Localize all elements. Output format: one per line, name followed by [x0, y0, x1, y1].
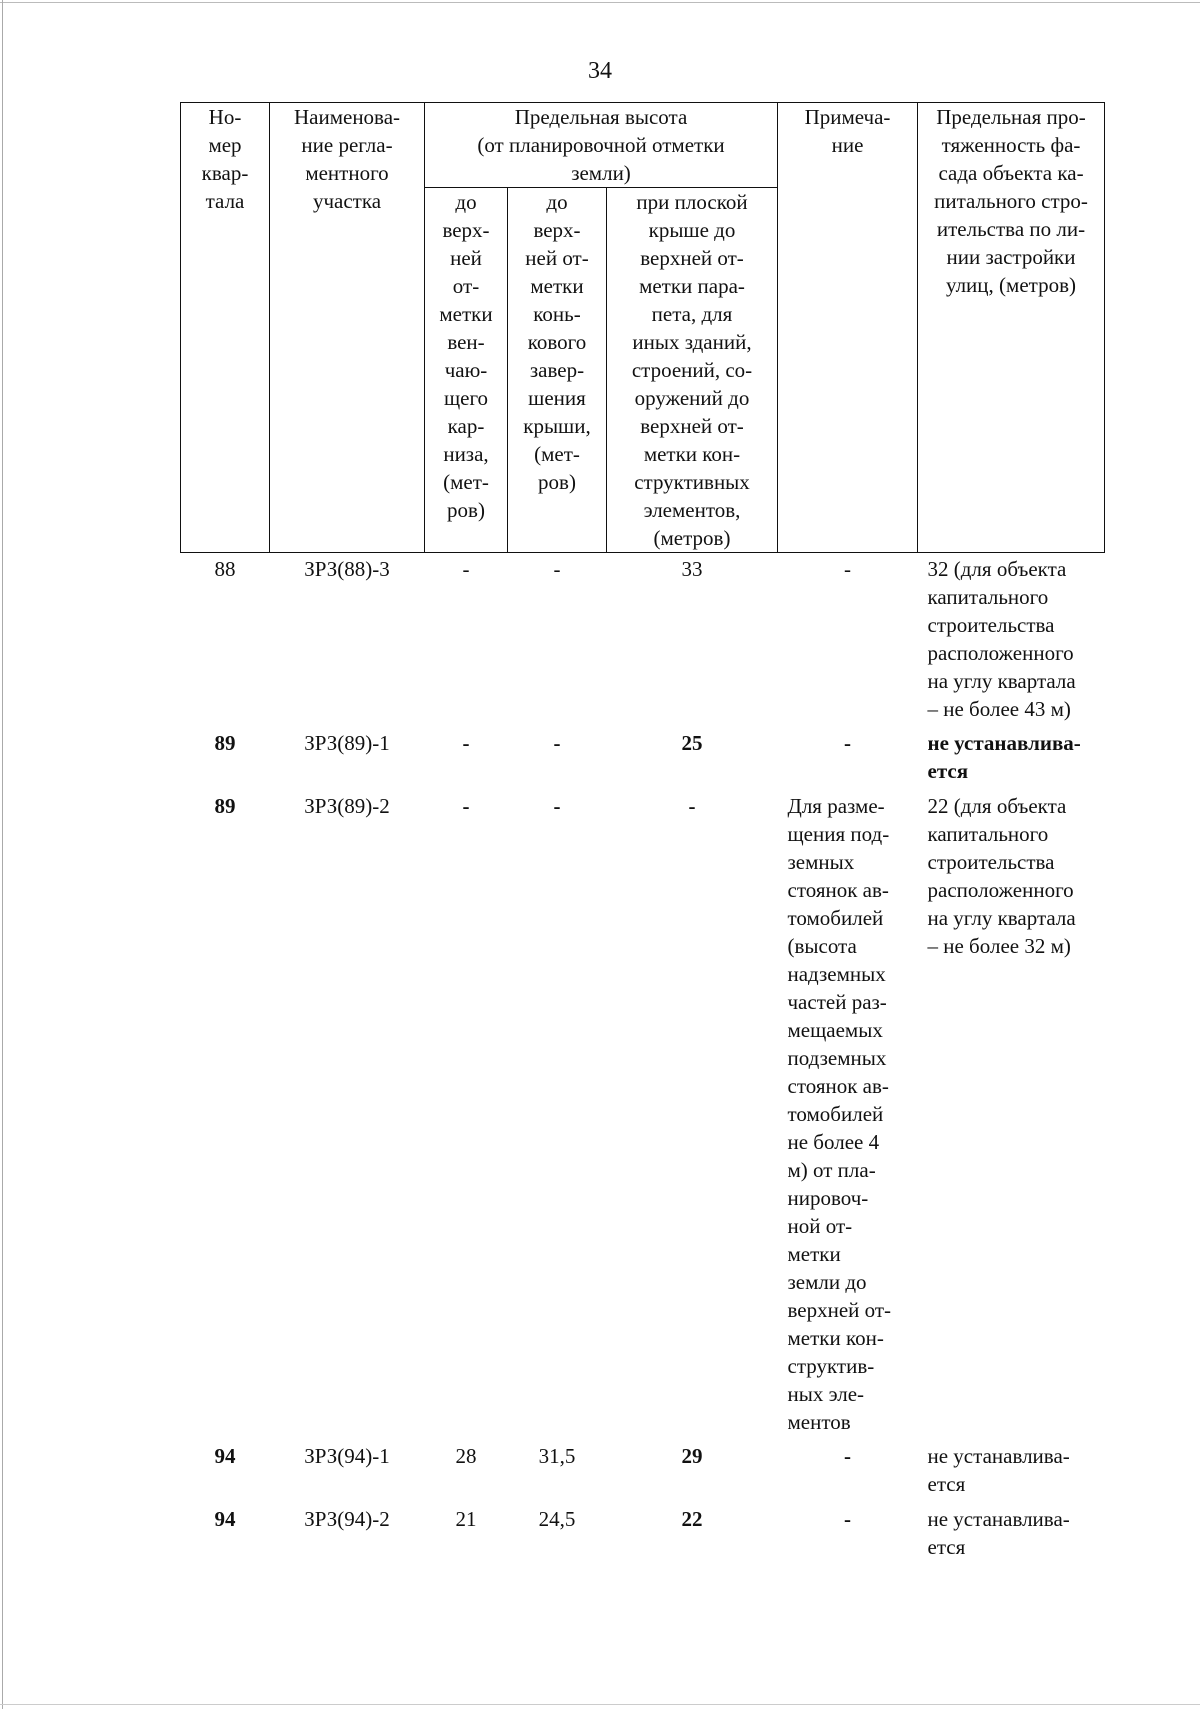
- scan-artifact-bottom: [0, 1704, 1200, 1705]
- cell-height-cornice: -: [462, 794, 470, 818]
- table-row: [181, 729, 1105, 792]
- cell-plot: ЗРЗ(94)-2: [304, 1507, 390, 1531]
- cell-facade: 32 (для объекта капитального строительства расположенного на углу квартала – не более 43 м): [927, 557, 1076, 721]
- cell-facade: не устанавлива- ется: [927, 1507, 1070, 1559]
- header-note: Примеча- ние: [778, 103, 918, 553]
- cell-height-ridge: 24,5: [538, 1507, 576, 1531]
- cell-height-parapet: 22: [681, 1507, 703, 1531]
- table-row: [181, 553, 1105, 730]
- table-row: [181, 1505, 1105, 1568]
- cell-block: 89: [214, 794, 236, 818]
- cell-note: -: [844, 557, 851, 581]
- regulations-table: [180, 102, 1105, 1568]
- cell-height-parapet: 33: [681, 557, 703, 581]
- cell-height-cornice: 21: [455, 1507, 477, 1531]
- table-header: [181, 103, 1105, 553]
- cell-facade: не устанавлива- ется: [927, 1444, 1070, 1496]
- table-body: [181, 553, 1105, 1569]
- cell-plot: ЗРЗ(88)-3: [304, 557, 390, 581]
- cell-plot: ЗРЗ(94)-1: [304, 1444, 390, 1468]
- cell-block: 89: [214, 731, 236, 755]
- cell-plot: ЗРЗ(89)-1: [304, 731, 390, 755]
- cell-height-ridge: -: [553, 731, 561, 755]
- cell-height-cornice: 28: [455, 1444, 477, 1468]
- cell-block: 94: [214, 1507, 236, 1531]
- cell-height-cornice: -: [462, 731, 470, 755]
- header-height-cornice: до верх- ней от- метки вен- чаю- щего кар- низа, (мет- ров): [425, 188, 508, 553]
- header-block-number: Но- мер квар- тала: [181, 103, 270, 553]
- table-row: [181, 1442, 1105, 1505]
- cell-note: -: [844, 1444, 851, 1468]
- cell-block: 94: [214, 1444, 236, 1468]
- cell-note: -: [844, 1507, 851, 1531]
- header-height-ridge: до верх- ней от- метки конь- кового завер- шения крыши, (мет- ров): [508, 188, 607, 553]
- cell-height-parapet: 29: [681, 1444, 703, 1468]
- cell-height-cornice: -: [462, 557, 470, 581]
- cell-note: Для разме- щения под- земных стоянок ав- томобилей (высота надземных частей раз- мещаемых подземных стоянок ав- томобилей не более 4 м) от пла- нировоч- ной от- метки земли до верхней от- метки кон- структив- ных эле- ментов: [787, 794, 892, 1434]
- header-height-parapet: при плоской крыше до верхней от- метки пара- пета, для иных зданий, строений, со- оружений до верхней от- метки кон- структивных элементов, (метров): [607, 188, 778, 553]
- cell-height-parapet: 25: [681, 731, 703, 755]
- header-facade-length: Предельная про- тяженность фа- сада объекта ка- питального стро- ительства по ли- нии застройки улиц, (метров): [918, 103, 1105, 553]
- cell-plot: ЗРЗ(89)-2: [304, 794, 390, 818]
- header-max-height: Предельная высота (от планировочной отметки земли): [425, 103, 778, 188]
- cell-height-ridge: -: [553, 557, 561, 581]
- header-plot-name: Наименова- ние регла- ментного участка: [270, 103, 425, 553]
- cell-facade: 22 (для объекта капитального строительства расположенного на углу квартала – не более 32 м): [927, 794, 1076, 958]
- cell-note: -: [844, 731, 851, 755]
- page-number: 34: [588, 58, 612, 84]
- cell-height-parapet: -: [688, 794, 696, 818]
- cell-block: 88: [214, 557, 236, 581]
- scan-artifact-left: [2, 0, 3, 1709]
- scan-artifact-top: [0, 2, 1200, 3]
- cell-facade: не устанавлива- ется: [927, 731, 1081, 783]
- table-row: [181, 792, 1105, 1442]
- cell-height-ridge: 31,5: [538, 1444, 576, 1468]
- cell-height-ridge: -: [553, 794, 561, 818]
